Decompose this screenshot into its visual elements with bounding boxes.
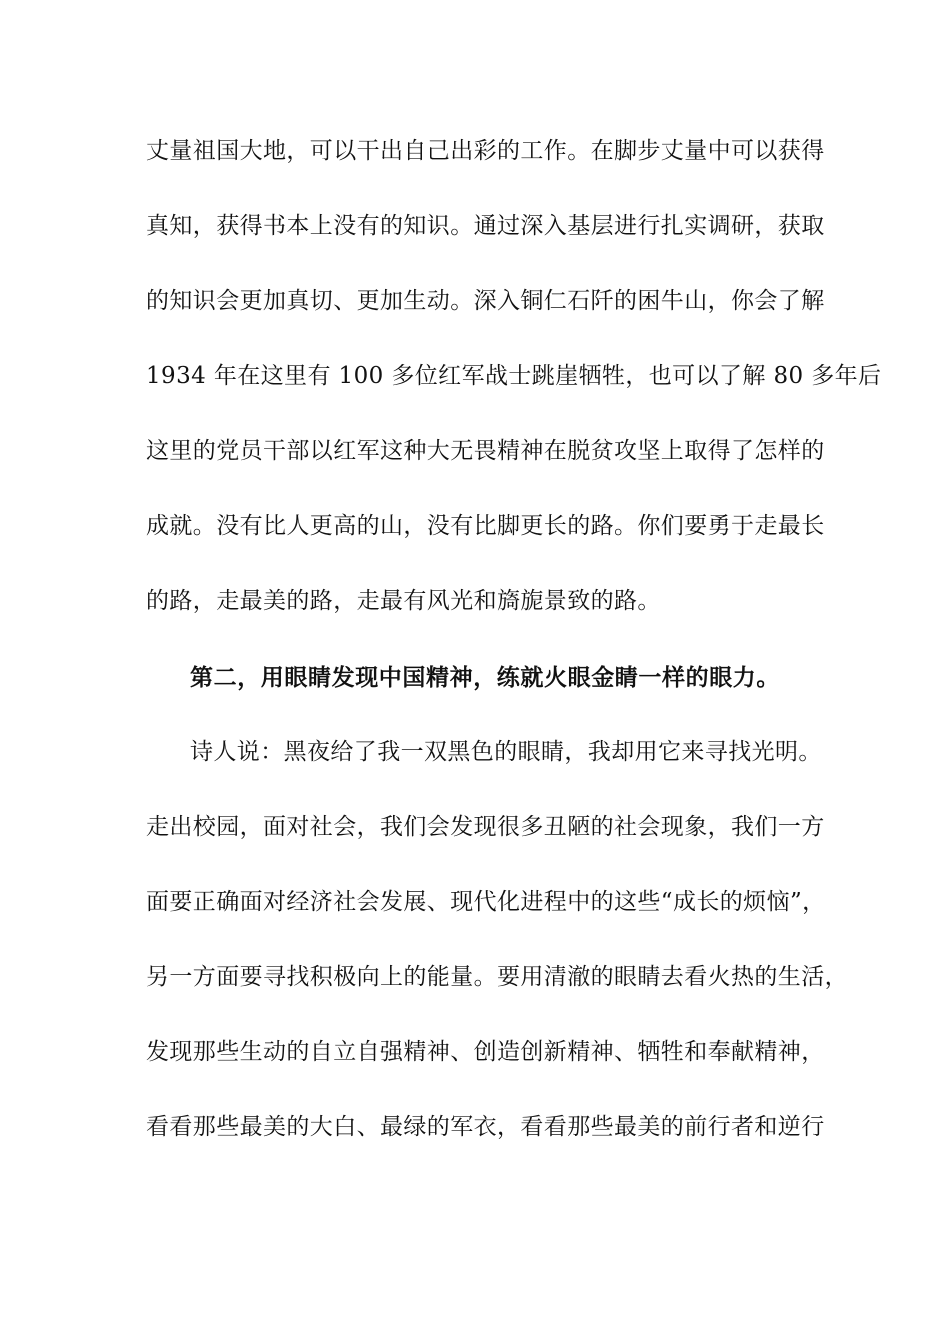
paragraph-1-line-2: 真知，获得书本上没有的知识。通过深入基层进行扎实调研，获取	[146, 213, 825, 239]
paragraph-1-line-3: 的知识会更加真切、更加生动。深入铜仁石阡的困牛山，你会了解	[146, 288, 825, 314]
paragraph-2-line-3: 面要正确面对经济社会发展、现代化进程中的这些“成长的烦恼”，	[146, 889, 826, 915]
paragraph-1-line-6: 成就。没有比人更高的山，没有比脚更长的路。你们要勇于走最长	[146, 513, 825, 539]
paragraph-1-line-5: 这里的党员干部以红军这种大无畏精神在脱贫攻坚上取得了怎样的	[146, 438, 825, 464]
paragraph-1-line-7: 的路，走最美的路，走最有风光和旖旎景致的路。	[146, 588, 661, 614]
paragraph-1-line-4: 1934 年在这里有 100 多位红军战士跳崖牺牲，也可以了解 80 多年后	[146, 363, 882, 389]
paragraph-2-line-4: 另一方面要寻找积极向上的能量。要用清澈的眼睛去看火热的生活，	[146, 964, 848, 990]
paragraph-2-line-1: 诗人说：黑夜给了我一双黑色的眼睛，我却用它来寻找光明。	[190, 739, 822, 765]
paragraph-2-line-2: 走出校园，面对社会，我们会发现很多丑陋的社会现象，我们一方	[146, 814, 825, 840]
paragraph-2-line-5: 发现那些生动的自立自强精神、创造创新精神、牺牲和奉献精神，	[146, 1039, 825, 1065]
section-heading: 第二，用眼睛发现中国精神，练就火眼金睛一样的眼力。	[190, 664, 780, 691]
paragraph-1-line-1: 丈量祖国大地，可以干出自己出彩的工作。在脚步丈量中可以获得	[146, 138, 825, 164]
paragraph-2-line-6: 看看那些最美的大白、最绿的军衣，看看那些最美的前行者和逆行	[146, 1114, 825, 1140]
